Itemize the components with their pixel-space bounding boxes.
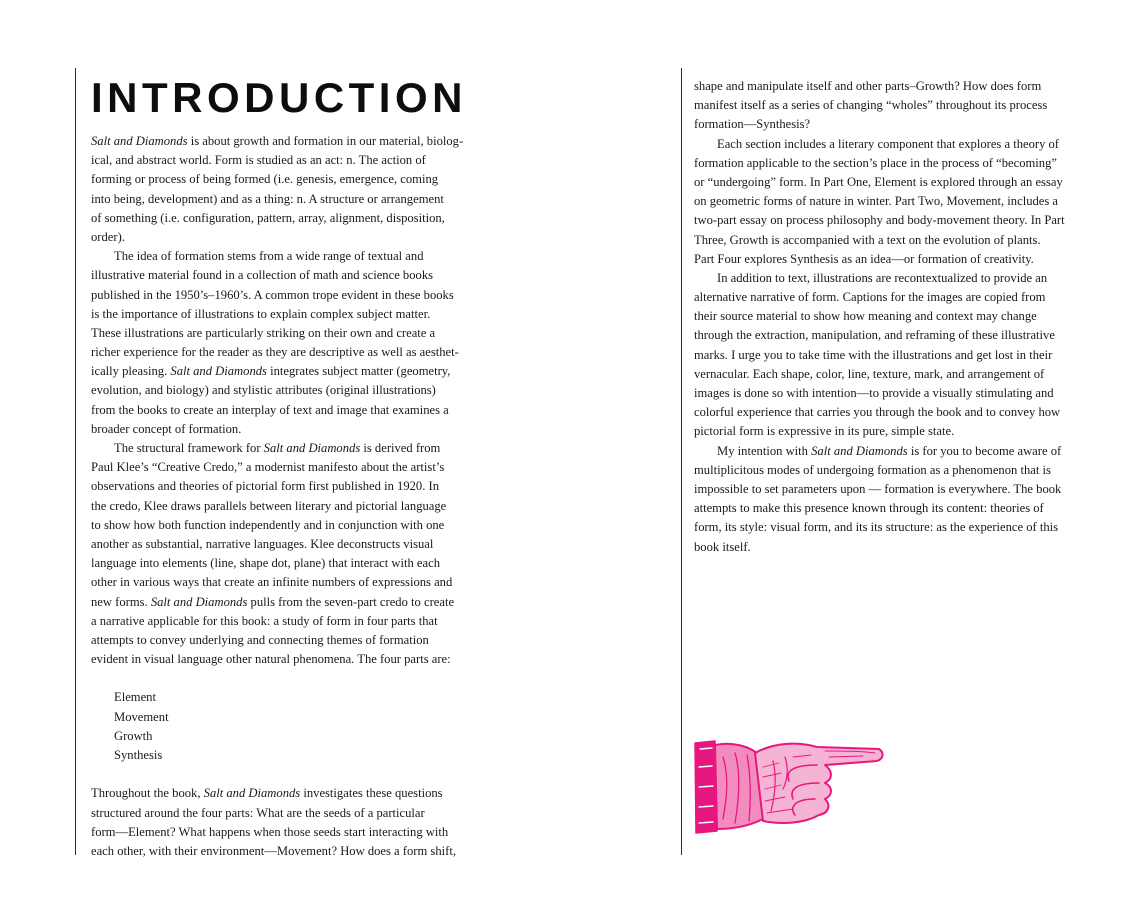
text-run: Paul Klee’s “Creative Credo,” a modernist manifesto about the artist’s [91, 460, 445, 475]
text-line [91, 420, 473, 439]
paragraph-spacer [91, 669, 473, 688]
text-run: each other, with their environment—Movement? How does a form shift, [91, 843, 456, 858]
text-run: structured around the four parts: What are the seeds of a particular [91, 805, 425, 820]
text-line [91, 228, 473, 247]
text-line [91, 573, 473, 592]
text-line [694, 422, 1076, 441]
text-line [694, 173, 1076, 192]
text-run: formation applicable to the section’s place in the process of “becoming” [694, 155, 1057, 170]
right-page-body [694, 77, 1076, 557]
text-line [694, 518, 1076, 537]
text-line [694, 211, 1076, 230]
text-line [91, 746, 473, 765]
text-run: of something (i.e. configuration, pattern, array, alignment, disposition, [91, 210, 445, 225]
text-run: alternative narrative of form. Captions for the images are copied from [694, 290, 1046, 305]
text-run: through the extraction, manipulation, and reframing of these illustrative [694, 328, 1055, 343]
text-line [694, 77, 1076, 96]
left-page-margin-rule [75, 68, 76, 855]
text-line [91, 247, 473, 266]
text-run: broader concept of formation. [91, 421, 242, 436]
text-line [91, 132, 473, 151]
text-run: Movement [114, 709, 169, 724]
text-line [91, 324, 473, 343]
text-run: integrates subject matter (geometry, [266, 364, 451, 379]
text-run: manifest itself as a series of changing “wholes” throughout its process [694, 98, 1048, 113]
page-title: INTRODUCTION [91, 74, 467, 121]
text-run: attempts to convey underlying and connecting themes of formation [91, 632, 429, 647]
pointing-hand-icon [693, 737, 885, 835]
text-line [91, 784, 473, 803]
text-line [694, 499, 1076, 518]
text-line [91, 708, 473, 727]
text-run: from the books to create an interplay of text and image that examines a [91, 402, 449, 417]
text-line [91, 401, 473, 420]
text-line [91, 516, 473, 535]
text-run: ical, and abstract world. Form is studied as an act: n. The action of [91, 153, 426, 168]
text-run: illustrative material found in a collection of math and science books [91, 268, 434, 283]
text-line [694, 192, 1076, 211]
text-run: Element [114, 690, 156, 705]
text-line [91, 209, 473, 228]
book-title-italic: Salt and Diamonds [91, 134, 188, 148]
text-run: another as substantial, narrative languages. Klee deconstructs visual [91, 536, 434, 551]
text-line [91, 650, 473, 669]
text-line [91, 804, 473, 823]
text-run: In addition to text, illustrations are recontextualized to provide an [717, 270, 1048, 285]
text-line [91, 593, 473, 612]
text-line [694, 250, 1076, 269]
text-run: Part Four explores Synthesis as an idea—or formation of creativity. [694, 251, 1034, 266]
text-line [694, 307, 1076, 326]
text-line [694, 442, 1076, 461]
text-run: observations and theories of pictorial form first published in 1920. In [91, 479, 440, 494]
text-run: Throughout the book, [91, 786, 204, 801]
text-line [91, 362, 473, 381]
text-line [694, 288, 1076, 307]
text-line [91, 343, 473, 362]
text-run: is derived from [360, 441, 441, 455]
text-line [694, 384, 1076, 403]
text-line [91, 286, 473, 305]
text-run: the credo, Klee draws parallels between literary and pictorial language [91, 498, 447, 513]
text-line [91, 842, 473, 861]
text-run: impossible to set parameters upon — formation is everywhere. The book [694, 481, 1062, 496]
left-page-body [91, 132, 473, 861]
text-run: is about growth and formation in our material, biolog- [187, 134, 464, 148]
text-run: form—Element? What happens when those seeds start interacting with [91, 824, 449, 839]
text-run: new forms. [91, 594, 151, 609]
text-run: a narrative applicable for this book: a study of form in four parts that [91, 613, 438, 628]
text-line [694, 96, 1076, 115]
text-line [91, 305, 473, 324]
text-line [91, 458, 473, 477]
text-run: The structural framework for [114, 441, 264, 455]
paragraph-spacer [91, 765, 473, 784]
book-title-italic: Salt and Diamonds [150, 594, 248, 609]
text-line [694, 231, 1076, 250]
text-line [91, 266, 473, 285]
text-line [694, 326, 1076, 345]
text-line [91, 439, 473, 458]
right-page-margin-rule [681, 68, 682, 855]
text-run: shape and manipulate itself and other parts–Growth? How does form [694, 79, 1042, 93]
text-run: on geometric forms of nature in winter. Part Two, Movement, includes a [694, 194, 1059, 209]
text-run: My intention with [717, 443, 812, 458]
right-page [694, 77, 1076, 557]
text-run: order). [91, 229, 125, 244]
text-run: is for you to become aware of [907, 443, 1062, 458]
text-line [91, 631, 473, 650]
text-run: The idea of formation stems from a wide range of textual and [114, 249, 424, 264]
text-line [91, 381, 473, 400]
text-line [694, 135, 1076, 154]
text-line [91, 612, 473, 631]
text-run: evident in visual language other natural phenomena. The four parts are: [91, 652, 451, 667]
text-run: other in various ways that create an infinite numbers of expressions and [91, 575, 453, 590]
text-line [694, 461, 1076, 480]
text-run: book itself. [694, 539, 751, 554]
text-line [91, 688, 473, 707]
text-run: forming or process of being formed (i.e. genesis, emergence, coming [91, 172, 439, 187]
text-run: vernacular. Each shape, color, line, texture, mark, and arrangement of [694, 366, 1045, 381]
text-line [91, 823, 473, 842]
text-line [91, 535, 473, 554]
text-line [694, 480, 1076, 499]
text-run: images is done so with intention—to provide a visually stimulating and [694, 386, 1054, 400]
text-run: to show how both function independently and in conjunction with one [91, 517, 445, 532]
text-line [91, 554, 473, 573]
text-line [91, 151, 473, 170]
left-page [91, 72, 473, 861]
text-run: multiplicitous modes of undergoing formation as a phenomenon that is [694, 462, 1051, 477]
text-run: Growth [114, 728, 153, 743]
text-run: language into elements (line, shape dot, plane) that interact with each [91, 556, 440, 571]
text-run: richer experience for the reader as they are descriptive as well as aesthet- [91, 345, 459, 360]
text-line [91, 190, 473, 209]
book-title-italic: Salt and Diamonds [811, 443, 908, 458]
text-line [91, 170, 473, 189]
text-line [694, 538, 1076, 557]
text-run: colorful experience that carries you through the book and to convey how [694, 405, 1061, 420]
text-run: into being, development) and as a thing: n. A structure or arrangement [91, 191, 444, 206]
text-run: attempts to make this presence known through its content: theories of [694, 501, 1044, 516]
book-title-italic: Salt and Diamonds [203, 786, 301, 801]
book-title-italic: Salt and Diamonds [170, 364, 267, 379]
text-line [694, 346, 1076, 365]
text-line [694, 365, 1076, 384]
text-run: evolution, and biology) and stylistic attributes (original illustrations) [91, 383, 436, 398]
text-run: Synthesis [114, 748, 163, 762]
text-run: ically pleasing. [91, 364, 171, 379]
text-run: is the importance of illustrations to explain complex subject matter. [91, 306, 431, 321]
text-line [91, 727, 473, 746]
text-run: Each section includes a literary component that explores a theory of [717, 136, 1060, 151]
text-run: published in the 1950’s–1960’s. A common trope evident in these books [91, 287, 454, 302]
text-run: These illustrations are particularly striking on their own and create a [91, 325, 436, 340]
text-line [694, 115, 1076, 134]
text-line [91, 477, 473, 496]
text-line [694, 154, 1076, 173]
text-run: Three, Growth is accompanied with a text on the evolution of plants. [694, 232, 1041, 247]
text-run: investigates these questions [300, 786, 443, 801]
text-run: pictorial form is expressive in its pure, simple state. [694, 424, 955, 439]
text-run: two-part essay on process philosophy and body-movement theory. In Part [694, 213, 1065, 228]
text-run: marks. I urge you to take time with the illustrations and get lost in their [694, 347, 1053, 362]
text-run: formation—Synthesis? [694, 117, 811, 132]
text-line [694, 269, 1076, 288]
text-run: form, its style: visual form, and its its structure: as the experience of this [694, 520, 1059, 535]
text-line [91, 497, 473, 516]
book-title-italic: Salt and Diamonds [263, 441, 361, 455]
text-run: or “undergoing” form. In Part One, Element is explored through an essay [694, 174, 1063, 189]
text-line [694, 403, 1076, 422]
text-run: pulls from the seven-part credo to create [247, 594, 455, 609]
text-run: their source material to show how meaning and context may change [694, 309, 1037, 324]
